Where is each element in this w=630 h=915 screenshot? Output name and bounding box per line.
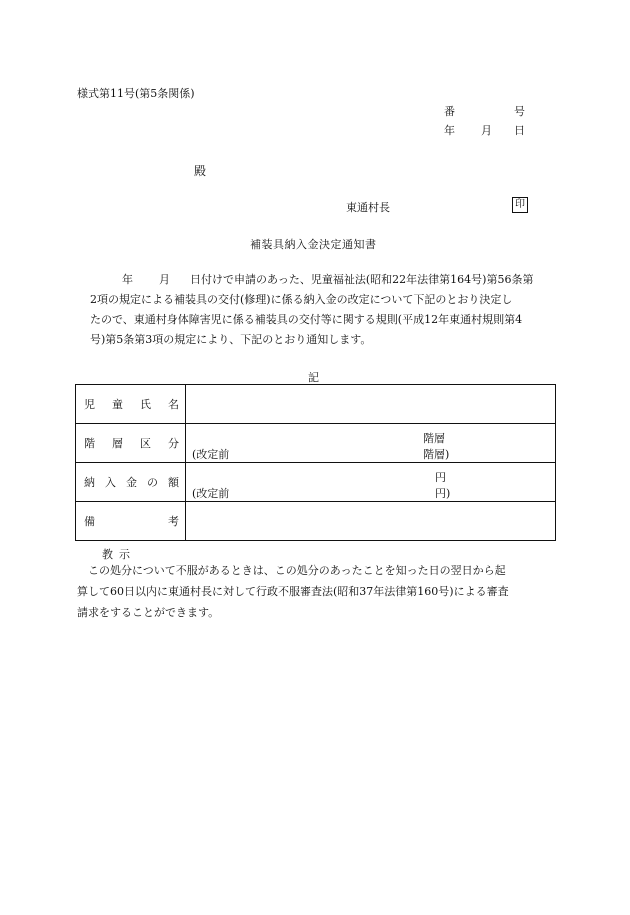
body-line-2: 2項の規定による補装具の交付(修理)に係る納入金の改定について下記のとおり決定し (90, 293, 513, 306)
floor-label: 階層区分 (76, 424, 186, 463)
date-month: 月 (481, 124, 492, 137)
table-row-payment (76, 463, 556, 502)
form-number: 様式第11号(第5条関係) (77, 87, 195, 100)
instruction-line-2: 算して60日以内に東通村長に対して行政不服審査法(昭和37年法律第160号)による審査 (77, 585, 509, 598)
instruction-line-3: 請求をすることができます。 (77, 606, 220, 619)
floor-field[interactable] (186, 424, 556, 463)
instruction-line-1-text: この処分について不服があるときは、この処分のあったことを知った日の翌日から起 (88, 564, 506, 577)
addressee-suffix: 殿 (194, 164, 207, 178)
body-line-4: 号)第5条第3項の規定により、下記のとおり通知します。 (90, 333, 372, 346)
kyoji-heading: 教示 (102, 548, 136, 561)
payment-before: (改定前 (192, 487, 230, 500)
table-row-remarks (76, 502, 556, 541)
seal-mark: 印 (512, 197, 528, 213)
document-title: 補装具納入金決定通知書 (250, 238, 377, 251)
floor-unit: 階層 (423, 432, 445, 445)
date-day: 日 (514, 124, 525, 137)
body-line-1-text: 日付けで申請のあった、児童福祉法(昭和22年法律第164号)第56条第 (190, 273, 534, 286)
issuer-name: 東通村長 (346, 201, 390, 214)
payment-field[interactable] (186, 463, 556, 502)
floor-before: (改定前 (192, 448, 230, 461)
remarks-label: 備考 (76, 502, 186, 541)
document-number-unit: 号 (514, 105, 525, 118)
table-row-child-name (76, 385, 556, 424)
body-month: 月 (159, 273, 170, 286)
body-year: 年 (122, 273, 133, 286)
instruction-line-1 (77, 560, 557, 581)
document-number-label: 番 (444, 105, 455, 118)
detail-table (75, 384, 556, 541)
instruction-paragraph (77, 560, 557, 623)
floor-before-unit: 階層) (423, 448, 450, 461)
ki-heading: 記 (308, 371, 319, 384)
table-row-floor (76, 424, 556, 463)
date-year: 年 (444, 124, 455, 137)
child-name-field[interactable] (186, 385, 556, 424)
body-line-3: たので、東通村身体障害児に係る補装具の交付等に関する規則(平成12年東通村規則第4 (90, 313, 523, 326)
body-line-1 (90, 270, 554, 290)
payment-unit: 円 (435, 471, 446, 484)
payment-label: 納入金の額 (76, 463, 186, 502)
body-paragraph (90, 270, 554, 350)
payment-before-unit: 円) (435, 487, 451, 500)
remarks-field[interactable] (186, 502, 556, 541)
child-name-label: 児童氏名 (76, 385, 186, 424)
